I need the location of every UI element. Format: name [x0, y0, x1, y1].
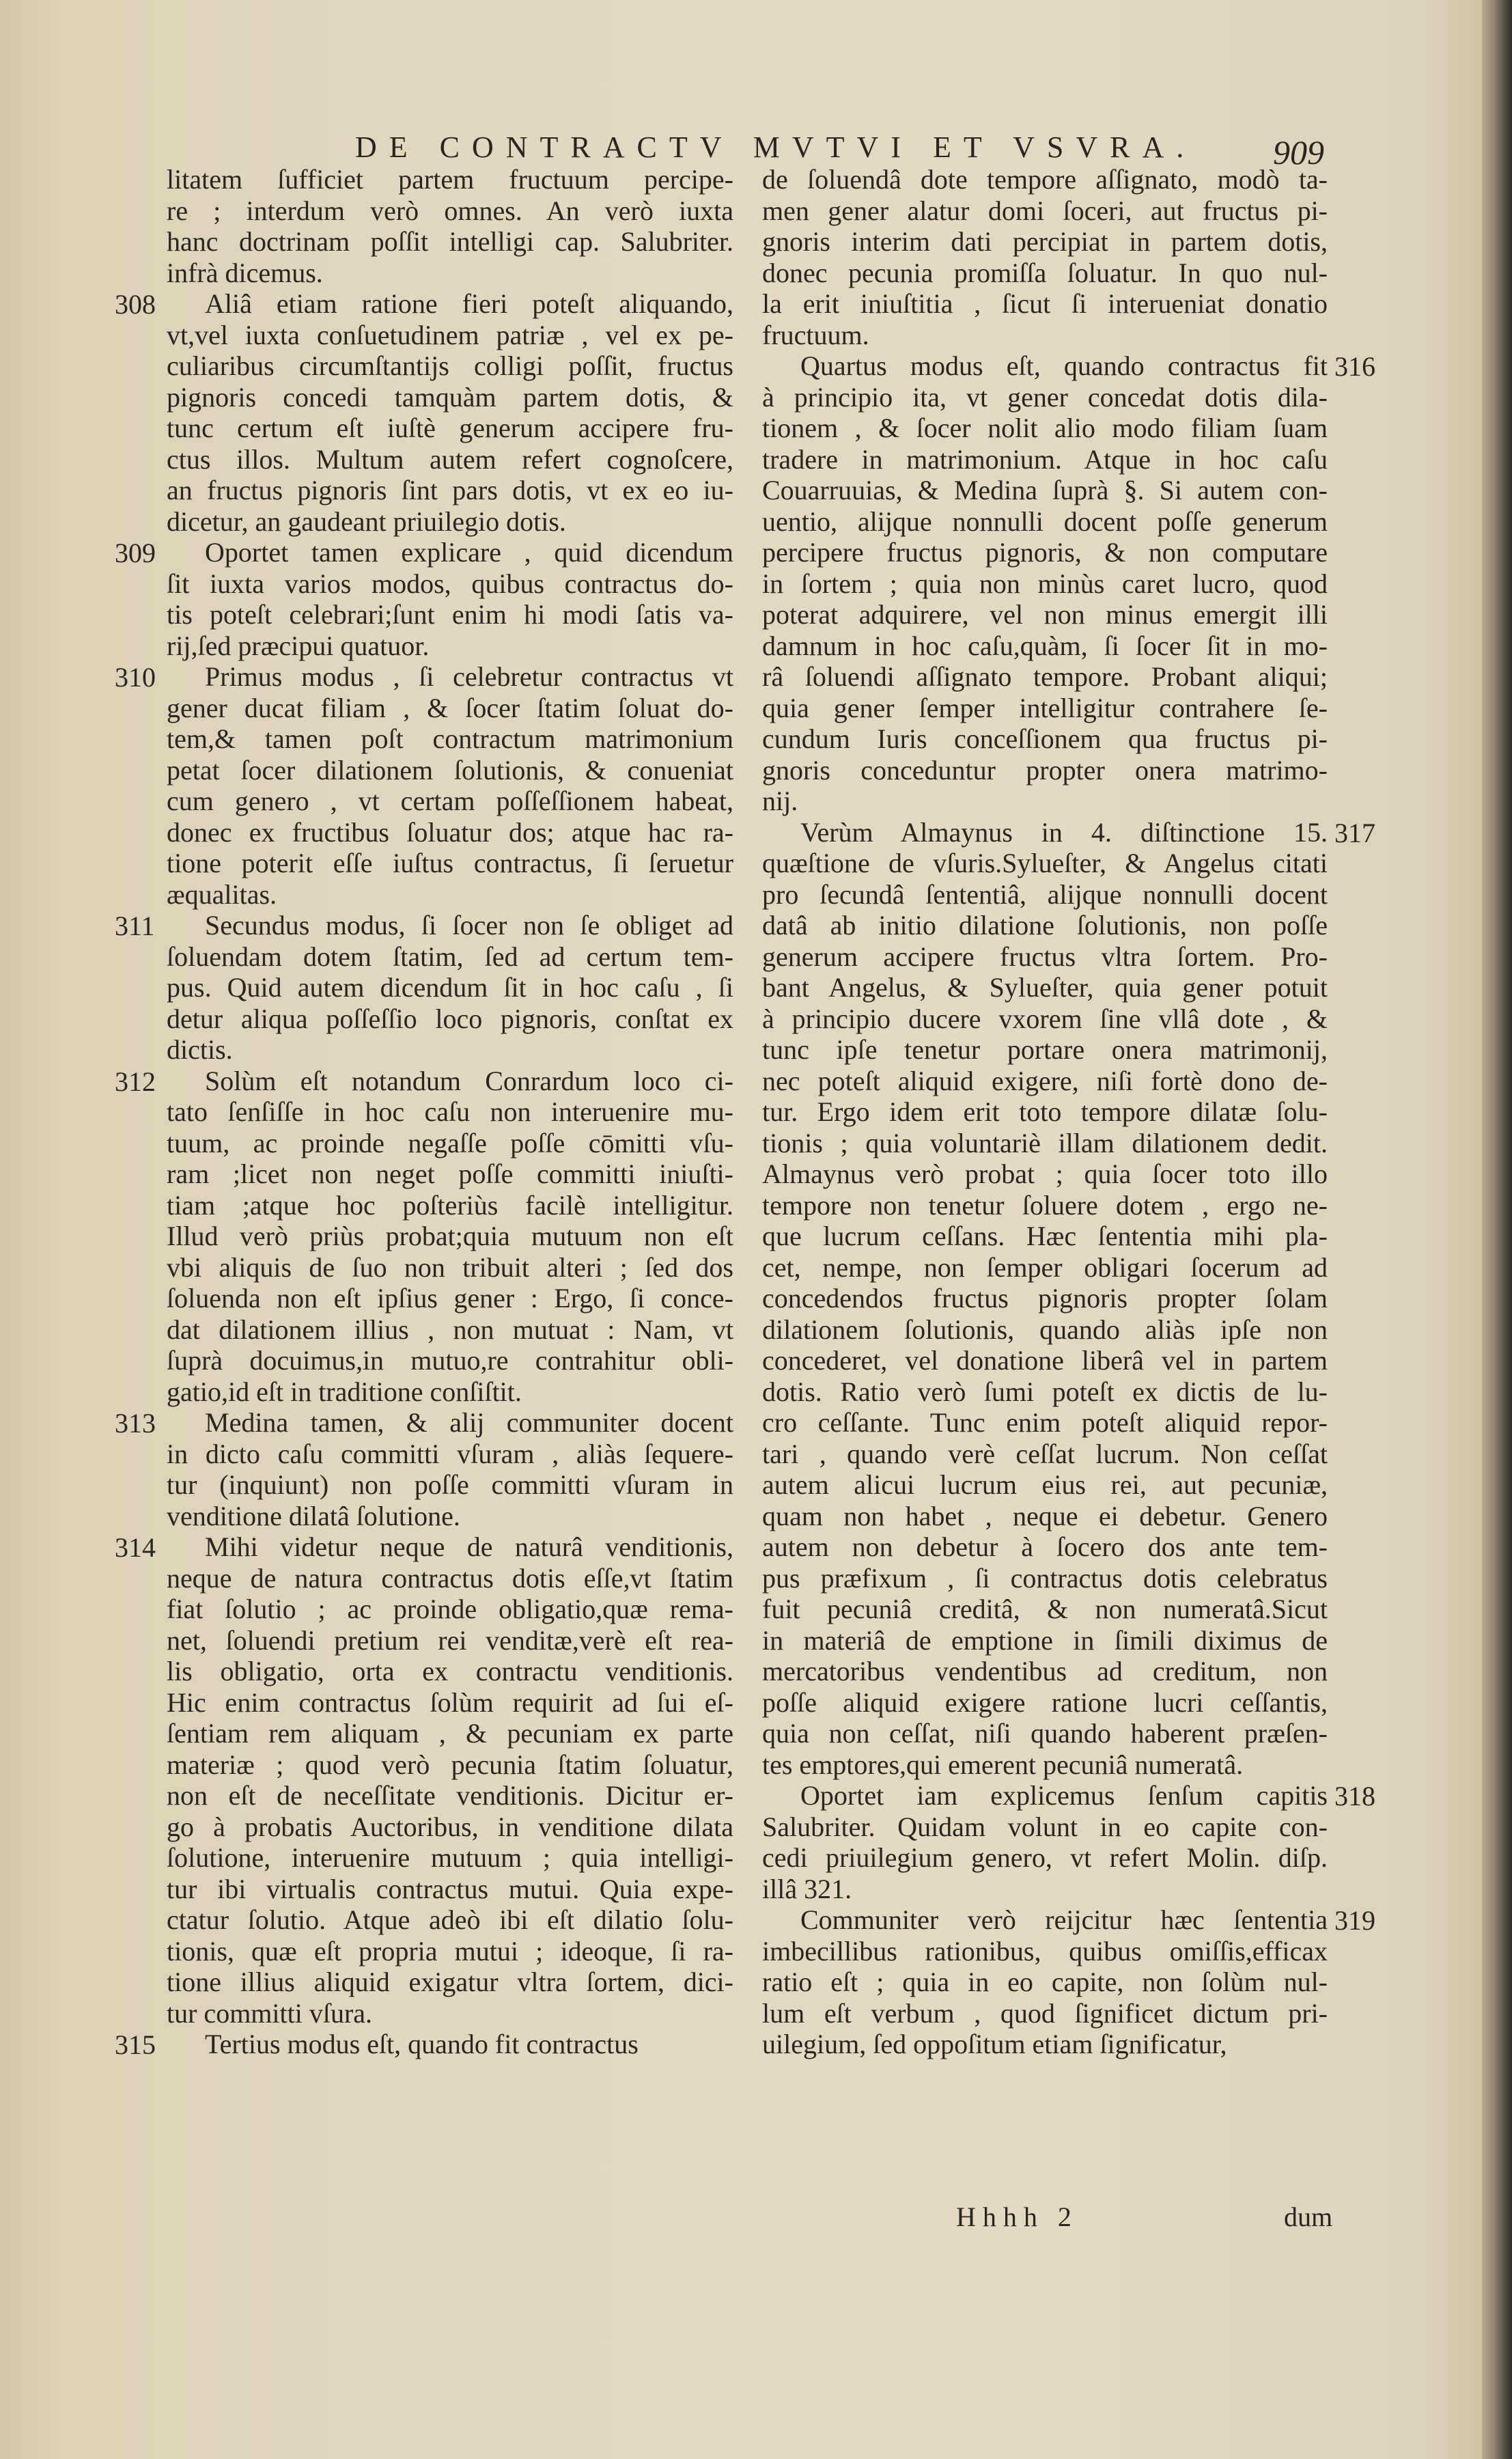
text-line: fuit pecuniâ creditâ, & non numeratâ.Sicut	[762, 1594, 1328, 1624]
text-line: pus præfixum , ſi contractus dotis celebratus	[762, 1562, 1328, 1594]
text-line: lum eſt verbum , quod ſignificet dictum pri-	[762, 1997, 1328, 2029]
text-line: tis poteſt celebrari;ſunt enim hi modi ſatis va-	[167, 599, 733, 630]
text-line: culiaribus circumſtantijs colligi poſſit, fructus	[167, 350, 733, 381]
text-line: ctatur ſolutio. Atque adeò ibi eſt dilatio ſolu-	[167, 1904, 733, 1935]
text-line: tur ibi virtualis contractus mutui. Quia expe-	[167, 1873, 733, 1904]
text-line: tes emptores,qui emerent pecuniâ numeratâ.	[762, 1749, 1244, 1780]
text-line: pro ſecundâ ſententiâ, alijque nonnulli docent	[762, 878, 1328, 910]
text-line: vt,vel iuxta conſuetudinem patriæ , vel ex pe-	[167, 319, 733, 350]
text-line: illâ 321.	[762, 1873, 852, 1904]
text-line: vbi aliquis de ſuo non tribuit alteri ; ſed dos	[167, 1251, 733, 1283]
text-line: ſit iuxta varios modos, quibus contractus do-	[167, 568, 733, 599]
text-line: Hic enim contractus ſolùm requirit ad ſui eſ-	[167, 1686, 733, 1718]
text-line: materiæ ; quod verò pecunia ſtatim ſoluatur,	[167, 1749, 733, 1780]
margin-paragraph-number: 317	[1334, 817, 1375, 848]
text-line: pignoris concedi tamquàm partem dotis, &	[167, 381, 733, 413]
text-line: detur aliqua poſſeſſio loco pignoris, conſtat ex	[167, 1003, 733, 1034]
text-line: Secundus modus, ſi ſocer non ſe obliget ad	[205, 910, 733, 941]
text-line: tuum, ac proinde negaſſe poſſe cōmitti vſu-	[167, 1127, 733, 1158]
text-line: que lucrum ceſſans. Hæc ſententia mihi pla-	[762, 1221, 1328, 1251]
text-line: Quartus modus eſt, quando contractus fit	[800, 350, 1328, 381]
margin-paragraph-number: 310	[115, 662, 156, 693]
text-line: tiam ;atque hoc poſteriùs facilè intelligitur.	[167, 1189, 733, 1221]
text-line: la erit iniuſtitia , ſicut ſi interueniat donatio	[762, 288, 1328, 319]
text-line: dilationem ſolutionis, quando aliàs ipſe non	[762, 1314, 1328, 1345]
text-line: râ ſoluendi aſſignato tempore. Probant aliqui;	[762, 661, 1328, 692]
text-line: nec poteſt aliquid exigere, niſi fortè dono de-	[762, 1065, 1328, 1096]
text-line: pus. Quid autem dicendum ſit in hoc caſu , ſi	[167, 972, 733, 1003]
text-line: gatio,id eſt in traditione conſiſtit.	[167, 1376, 522, 1407]
text-line: ſoluenda non eſt ipſius gener : Ergo, ſi conce-	[167, 1283, 733, 1314]
text-line: à principio ducere vxorem ſine vllâ dote , &	[762, 1003, 1328, 1034]
text-line: Almaynus verò probat ; quia ſocer toto illo	[762, 1158, 1328, 1189]
text-line: tur (inquiunt) non poſſe committi vſuram in	[167, 1469, 733, 1500]
right-text-column	[762, 164, 1328, 2060]
text-line: quæſtione de vſuris.Sylueſter, & Angelus citati	[762, 848, 1328, 878]
text-line: dotis. Ratio verò ſumi poteſt ex dictis de lu-	[762, 1376, 1328, 1407]
text-line: gnoris conceduntur propter onera matrimo-	[762, 754, 1328, 786]
margin-paragraph-number: 313	[115, 1408, 156, 1439]
text-line: gnoris interim dati percipiat in partem dotis,	[762, 226, 1328, 257]
page-edge-shadow	[1482, 0, 1512, 2459]
text-line: imbecillibus rationibus, quibus omiſſis,efficax	[762, 1935, 1328, 1967]
text-line: uentio, alijque nonnulli docent poſſe generum	[762, 505, 1328, 537]
text-line: damnum in hoc caſu,quàm, ſi ſocer ſit in mo-	[762, 630, 1328, 661]
text-line: Medina tamen, & alij communiter docent	[205, 1407, 733, 1438]
text-line: net, ſoluendi pretium rei venditæ,verè eſt rea-	[167, 1624, 733, 1656]
text-line: dicetur, an gaudeant priuilegio dotis.	[167, 505, 566, 537]
text-line: ſentiam rem aliquam , & pecuniam ex parte	[167, 1718, 733, 1749]
text-line: Oportet tamen explicare , quid dicendum	[205, 537, 733, 568]
text-line: tempore non tenetur ſoluere dotem , ergo ne-	[762, 1189, 1328, 1221]
text-line: donec ex fructibus ſoluatur dos; atque hac ra-	[167, 816, 733, 848]
text-line: lis obligatio, orta ex contractu venditionis.	[167, 1656, 733, 1686]
margin-paragraph-number: 308	[115, 289, 156, 320]
text-line: fructuum.	[762, 319, 869, 350]
margin-paragraph-number: 319	[1334, 1905, 1375, 1936]
text-line: cum genero , vt certam poſſeſſionem habeat,	[167, 786, 733, 816]
text-line: æqualitas.	[167, 878, 277, 910]
page-number: 909	[1273, 133, 1324, 171]
text-line: ratio eſt ; quia in eo capite, non ſolùm nul-	[762, 1967, 1328, 1997]
text-line: neque de natura contractus dotis eſſe,vt ſtatim	[167, 1562, 733, 1594]
text-line: ctus illos. Multum autem refert cognoſcere,	[167, 443, 733, 475]
text-line: ſoluendam dotem ſtatim, ſed ad certum tem-	[167, 941, 733, 972]
text-line: tunc ipſe tenetur portare onera matrimonij,	[762, 1034, 1328, 1065]
text-line: de ſoluendâ dote tempore aſſignato, modò ta-	[762, 164, 1328, 195]
text-line: Oportet iam explicemus ſenſum capitis	[800, 1780, 1328, 1811]
text-line: dat dilationem illius , non mutuat : Nam, vt	[167, 1314, 733, 1345]
text-line: hanc doctrinam poſſit intelligi cap. Salubriter.	[167, 226, 733, 257]
text-line: tur. Ergo idem erit toto tempore dilatæ ſolu-	[762, 1096, 1328, 1127]
text-line: rij,ſed præcipui quatuor.	[167, 630, 430, 661]
text-line: Couarruuias, & Medina ſuprà §. Si autem con-	[762, 475, 1328, 505]
text-line: cro ceſſante. Tunc enim poteſt aliquid repor-	[762, 1407, 1328, 1438]
text-line: tionis ; quia voluntariè illam dilationem dedit.	[762, 1127, 1328, 1158]
text-line: tato ſenſiſſe in hoc caſu non interuenire mu-	[167, 1096, 733, 1127]
text-line: concedendos fructus pignoris propter ſolam	[762, 1283, 1328, 1314]
text-line: poſſe aliquid exigere ratione lucri ceſſantis,	[762, 1686, 1328, 1718]
text-line: tur committi vſura.	[167, 1997, 373, 2029]
margin-paragraph-number: 315	[115, 2029, 156, 2060]
text-line: dictis.	[167, 1034, 233, 1065]
text-line: Mihi videtur neque de naturâ venditionis,	[205, 1531, 733, 1562]
text-line: Salubriter. Quidam volunt in eo capite con-	[762, 1811, 1328, 1842]
text-line: go à probatis Auctoribus, in venditione dilata	[167, 1811, 733, 1842]
text-line: poterat adquirere, vel non minus emergit illi	[762, 599, 1328, 630]
text-line: Communiter verò reijcitur hæc ſententia	[800, 1904, 1328, 1935]
text-line: Primus modus , ſi celebretur contractus vt	[205, 661, 733, 692]
text-line: in ſortem ; quia non minùs caret lucro, quod	[762, 568, 1328, 599]
margin-paragraph-number: 318	[1334, 1781, 1375, 1811]
text-line: litatem ſufficiet partem fructuum percipe-	[167, 164, 733, 195]
text-line: tunc certum eſt iuſtè generum accipere fru-	[167, 413, 733, 443]
text-line: Aliâ etiam ratione fieri poteſt aliquando,	[205, 288, 733, 319]
text-line: fiat ſolutio ; ac proinde obligatio,quæ rema-	[167, 1594, 733, 1624]
text-line: in dicto caſu committi vſuram , aliàs ſequere-	[167, 1438, 733, 1469]
text-line: non eſt de neceſſitate venditionis. Dicitur er-	[167, 1780, 733, 1811]
text-line: an fructus pignoris ſint pars dotis, vt ex eo iu-	[167, 475, 733, 505]
text-line: Verùm Almaynus in 4. diſtinctione 15.	[800, 816, 1328, 848]
text-line: re ; interdum verò omnes. An verò iuxta	[167, 195, 733, 226]
text-line: ſolutione, interuenire mutuum ; quia intelligi-	[167, 1842, 733, 1873]
text-line: Illud verò priùs probat;quia mutuum non eſt	[167, 1221, 733, 1251]
text-line: datâ ab initio dilatione ſolutionis, non poſſe	[762, 910, 1328, 941]
text-line: cundum Iuris conceſſionem qua fructus pi-	[762, 723, 1328, 754]
text-line: generum accipere fructus vltra ſortem. Pro-	[762, 941, 1328, 972]
text-line: ram ;licet non neget poſſe committi iniuſti-	[167, 1158, 733, 1189]
margin-paragraph-number: 309	[115, 538, 156, 568]
text-line: men gener alatur domi ſoceri, aut fructus pi-	[762, 195, 1328, 226]
margin-paragraph-number: 316	[1334, 351, 1375, 382]
text-line: venditione dilatâ ſolutione.	[167, 1500, 460, 1531]
text-line: tione poterit eſſe iuſtus contractus, ſi ſeruetur	[167, 848, 733, 878]
running-head: DE CONTRACTV MVTVI ET VSVRA.	[355, 130, 1196, 164]
text-line: ſuprà docuimus,in mutuo,re contrahitur obli-	[167, 1345, 733, 1376]
left-text-column	[167, 164, 733, 2060]
text-line: concederet, vel donatione liberâ vel in partem	[762, 1345, 1328, 1376]
text-line: autem non debetur à ſocero dos ante tem-	[762, 1531, 1328, 1562]
text-line: mercatoribus vendentibus ad creditum, non	[762, 1656, 1328, 1686]
text-line: tari , quando verè ceſſat lucrum. Non ceſſat	[762, 1438, 1328, 1469]
text-line: uilegium, ſed oppoſitum etiam ſignificatur,	[762, 2029, 1227, 2059]
text-line: quia gener ſemper intelligitur contrahere ſe-	[762, 692, 1328, 723]
text-line: tradere in matrimonium. Atque in hoc caſu	[762, 443, 1328, 475]
margin-paragraph-number: 312	[115, 1066, 156, 1097]
text-line: tionem , & ſocer nolit alio modo filiam ſuam	[762, 413, 1328, 443]
text-line: gener ducat filiam , & ſocer ſtatim ſoluat do-	[167, 692, 733, 723]
text-line: autem alicui lucrum eius rei, aut pecuniæ,	[762, 1469, 1328, 1500]
text-line: infrà dicemus.	[167, 257, 323, 288]
text-line: quia non ceſſat, niſi quando haberent præſen-	[762, 1718, 1328, 1749]
text-line: bant Angelus, & Sylueſter, quia gener potuit	[762, 972, 1328, 1003]
text-line: à principio ita, vt gener concedat dotis dila-	[762, 381, 1328, 413]
signature-mark: Hhhh 2	[956, 2201, 1078, 2232]
text-line: petat ſocer dilationem ſolutionis, & conueniat	[167, 754, 733, 786]
margin-paragraph-number: 314	[115, 1532, 156, 1563]
text-line: percipere fructus pignoris, & non computare	[762, 537, 1328, 568]
text-line: tem,& tamen poſt contractum matrimonium	[167, 723, 733, 754]
text-line: Solùm eſt notandum Conrardum loco ci-	[205, 1065, 733, 1096]
text-line: nij.	[762, 786, 798, 816]
catchword: dum	[1284, 2201, 1333, 2232]
text-line: donec pecunia promiſſa ſoluatur. In quo nul-	[762, 257, 1328, 288]
text-line: quam non habet , neque ei debetur. Genero	[762, 1500, 1328, 1531]
text-line: cet, nempe, non ſemper obligari ſocerum ad	[762, 1251, 1328, 1283]
text-line: in materiâ de emptione in ſimili diximus de	[762, 1624, 1328, 1656]
text-line: cedi priuilegium genero, vt refert Molin. diſp.	[762, 1842, 1328, 1873]
margin-paragraph-number: 311	[115, 911, 155, 941]
text-line: tione illius aliquid exigatur vltra ſortem, dici-	[167, 1967, 733, 1997]
text-line: Tertius modus eſt, quando fit contractus	[205, 2029, 639, 2059]
text-line: tionis, quæ eſt propria mutui ; ideoque, ſi ra-	[167, 1935, 733, 1967]
